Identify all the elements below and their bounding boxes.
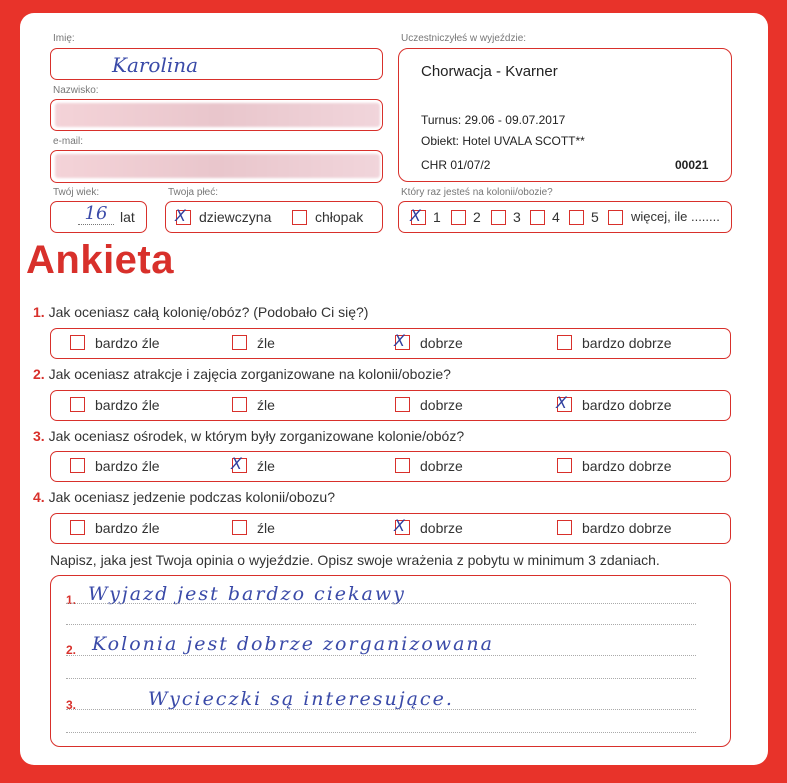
- checkbox-q2-bardzo-dobrze[interactable]: [556, 393, 572, 412]
- line-number: 3.: [66, 698, 77, 712]
- label-wiek: Twój wiek:: [53, 187, 100, 198]
- option-label: bardzo źle: [95, 458, 160, 474]
- label-nazwisko: Nazwisko:: [53, 85, 99, 96]
- option-label: bardzo dobrze: [582, 458, 672, 474]
- question-text: Jak oceniasz atrakcje i zajęcia zorganizowane na kolonii/obozie?: [48, 366, 451, 382]
- check-mark: X: [410, 206, 421, 225]
- dotted-line: [66, 655, 696, 656]
- checkbox-q2-zle[interactable]: [232, 397, 247, 412]
- checkbox-q1-zle[interactable]: [232, 335, 247, 350]
- question-3: [33, 428, 464, 444]
- dotted-line: [66, 603, 696, 604]
- question-text: Jak oceniasz całą kolonię/obóz? (Podobało Ci się?): [48, 304, 369, 320]
- redacted-email: [55, 154, 380, 178]
- checkbox-chlopak[interactable]: [292, 210, 307, 225]
- dotted-line: [66, 732, 696, 733]
- dotted-line: [66, 624, 696, 625]
- opinion-line-2: Kolonia jest dobrze zorganizowana: [92, 633, 494, 655]
- checkbox-q1-bardzo-dobrze[interactable]: [557, 335, 572, 350]
- option-label: źle: [257, 458, 275, 474]
- label-plec: Twoja płeć:: [168, 187, 219, 198]
- checkbox-times-5[interactable]: [569, 210, 584, 225]
- option-label: bardzo dobrze: [582, 397, 672, 413]
- option-label: bardzo dobrze: [582, 520, 672, 536]
- option-label: dobrze: [420, 335, 463, 351]
- dotted-line: [66, 709, 696, 710]
- checkbox-q1-dobrze[interactable]: [394, 331, 410, 350]
- checkbox-q4-zle[interactable]: [232, 520, 247, 535]
- option-dziewczyna: dziewczyna: [199, 209, 272, 225]
- checkbox-q4-dobrze[interactable]: [394, 516, 410, 535]
- wiek-value: 16: [78, 203, 114, 225]
- checkbox-q2-dobrze[interactable]: [395, 397, 410, 412]
- question-number: 3.: [33, 428, 45, 444]
- redacted-surname: [55, 103, 380, 127]
- question-number: 4.: [33, 489, 45, 505]
- option-label: bardzo źle: [95, 335, 160, 351]
- opinion-line-3: Wycieczki są interesujące.: [148, 688, 454, 710]
- trip-code: CHR 01/07/2: [421, 158, 491, 172]
- checkbox-times-4[interactable]: [530, 210, 545, 225]
- opinion-line-1: Wyjazd jest bardzo ciekawy: [88, 583, 406, 605]
- imie-value: Karolina: [112, 53, 199, 77]
- option-chlopak: chłopak: [315, 209, 364, 225]
- label-uczestniczyles: Uczestniczyłeś w wyjeździe:: [401, 33, 527, 44]
- wiek-unit: lat: [120, 209, 135, 225]
- dotted-line: [66, 678, 696, 679]
- line-number: 2.: [66, 643, 77, 657]
- times-2: 2: [473, 209, 481, 225]
- label-ktory-raz: Który raz jesteś na kolonii/obozie?: [401, 187, 553, 198]
- question-2: [33, 366, 451, 382]
- checkbox-q3-dobrze[interactable]: [395, 458, 410, 473]
- checkbox-dziewczyna[interactable]: [175, 206, 191, 225]
- checkbox-q2-bardzo-zle[interactable]: [70, 397, 85, 412]
- checkbox-q3-bardzo-dobrze[interactable]: [557, 458, 572, 473]
- trip-number: 00021: [675, 158, 709, 172]
- times-5: 5: [591, 209, 599, 225]
- option-label: źle: [257, 520, 275, 536]
- question-number: 2.: [33, 366, 45, 382]
- option-label: bardzo dobrze: [582, 335, 672, 351]
- checkbox-q4-bardzo-zle[interactable]: [70, 520, 85, 535]
- option-label: dobrze: [420, 520, 463, 536]
- check-mark: X: [394, 516, 405, 535]
- question-number: 1.: [33, 304, 45, 320]
- checkbox-times-1[interactable]: [410, 206, 426, 225]
- trip-obiekt: Obiekt: Hotel UVALA SCOTT**: [421, 134, 585, 148]
- question-1: [33, 304, 368, 320]
- option-label: źle: [257, 397, 275, 413]
- question-text: Jak oceniasz jedzenie podczas kolonii/obozu?: [48, 489, 335, 505]
- line-number: 1.: [66, 593, 77, 607]
- field-imie[interactable]: [50, 48, 383, 80]
- trip-destination: Chorwacja - Kvarner: [421, 63, 558, 80]
- checkbox-q4-bardzo-dobrze[interactable]: [557, 520, 572, 535]
- times-more: więcej, ile ........: [631, 209, 720, 224]
- checkbox-q1-bardzo-zle[interactable]: [70, 335, 85, 350]
- question-4: [33, 489, 335, 505]
- question-text: Jak oceniasz ośrodek, w którym były zorganizowane kolonie/obóz?: [48, 428, 465, 444]
- option-label: dobrze: [420, 397, 463, 413]
- checkbox-times-more[interactable]: [608, 210, 623, 225]
- check-mark: X: [175, 206, 186, 225]
- check-mark: X: [394, 331, 405, 350]
- option-label: źle: [257, 335, 275, 351]
- times-4: 4: [552, 209, 560, 225]
- check-mark: X: [231, 454, 242, 473]
- trip-turnus: Turnus: 29.06 - 09.07.2017: [421, 113, 566, 127]
- check-mark: X: [556, 393, 567, 412]
- times-3: 3: [513, 209, 521, 225]
- opinion-prompt: Napisz, jaka jest Twoja opinia o wyjeździe. Opisz swoje wrażenia z pobytu w minimum 3 zdaniach.: [50, 552, 660, 568]
- label-imie: Imię:: [53, 33, 75, 44]
- option-label: bardzo źle: [95, 520, 160, 536]
- checkbox-times-3[interactable]: [491, 210, 506, 225]
- label-email: e-mail:: [53, 136, 84, 147]
- option-label: dobrze: [420, 458, 463, 474]
- checkbox-q3-zle[interactable]: [231, 454, 247, 473]
- checkbox-times-2[interactable]: [451, 210, 466, 225]
- times-1: 1: [433, 209, 441, 225]
- option-label: bardzo źle: [95, 397, 160, 413]
- page-title: Ankieta: [26, 238, 174, 282]
- checkbox-q3-bardzo-zle[interactable]: [70, 458, 85, 473]
